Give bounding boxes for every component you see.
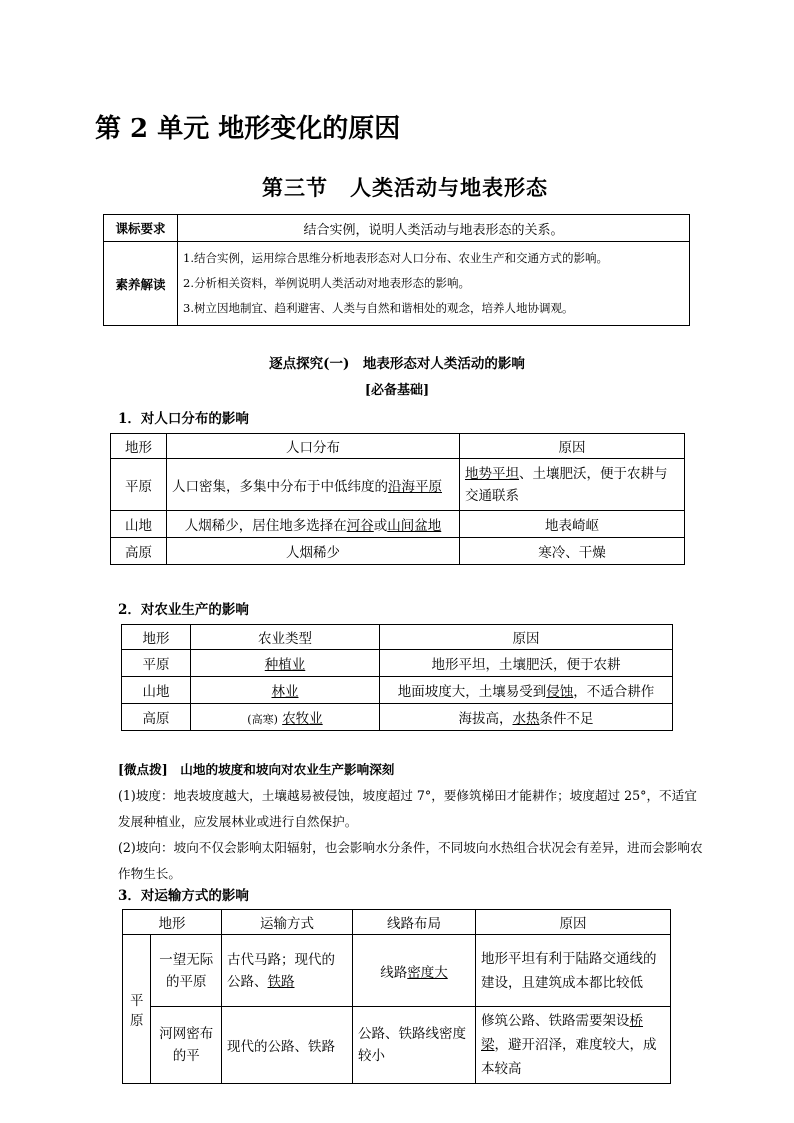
transport-table (122, 909, 671, 1084)
population-table (110, 433, 685, 565)
type-cell: (高寒) 农牧业 (191, 704, 380, 731)
tip-block (118, 757, 708, 887)
tip-paragraph-1: (1)坡度：地表坡度越大，土壤越易被侵蚀，坡度超过 7°，要修筑梯田才能耕作；坡度超过 25°，不适宜发展种植业，应发展林业或进行自然保护。 (118, 788, 697, 829)
standards-label: 课标要求 (104, 215, 178, 242)
reason-cell: 寒冷、干燥 (460, 538, 685, 565)
heading-population: 1．对人口分布的影响 (118, 411, 249, 427)
reason-cell: 地势平坦、土壤肥沃，便于农耕与交通联系 (460, 459, 685, 511)
table-row (123, 935, 671, 1007)
literacy-label: 素养解读 (104, 242, 178, 326)
layout-cell: 线路密度大 (353, 935, 476, 1007)
mode-cell: 现代的公路、铁路 (222, 1007, 353, 1084)
table-row (122, 677, 673, 704)
sub-terrain-cell: 一望无际的平原 (151, 935, 222, 1007)
col-header: 原因 (380, 625, 673, 650)
table-row (123, 1007, 671, 1084)
unit-title: 第 2 单元 地形变化的原因 (95, 114, 401, 144)
terrain-cell: 山地 (111, 511, 167, 538)
tip-title: [微点拨] 山地的坡度和坡向对农业生产影响深刻 (118, 762, 395, 777)
terrain-cell: 平原 (122, 650, 191, 677)
col-header: 运输方式 (222, 910, 353, 935)
layout-cell: 公路、铁路线密度较小 (353, 1007, 476, 1084)
table-row (122, 650, 673, 677)
literacy-line-1: 1.结合实例，运用综合思维分析地表形态对人口分布、农业生产和交通方式的影响。 (183, 251, 608, 265)
distribution-cell: 人口密集，多集中分布于中低纬度的沿海平原 (167, 459, 460, 511)
heading-transport: 3．对运输方式的影响 (118, 888, 249, 904)
col-header: 地形 (122, 625, 191, 650)
col-header: 人口分布 (167, 434, 460, 459)
distribution-cell: 人烟稀少，居住地多选择在河谷或山间盆地 (167, 511, 460, 538)
section-title: 第三节 人类活动与地表形态 (262, 175, 548, 200)
standards-text: 结合实例，说明人类活动与地表形态的关系。 (178, 215, 690, 242)
sub-terrain-cell: 河网密布的平 (151, 1007, 222, 1084)
terrain-cell: 山地 (122, 677, 191, 704)
reason-cell: 地形平坦，土壤肥沃，便于农耕 (380, 650, 673, 677)
agriculture-table (121, 624, 673, 731)
col-header: 地形 (123, 910, 222, 935)
literacy-text (178, 242, 690, 326)
reason-cell: 海拔高，水热条件不足 (380, 704, 673, 731)
literacy-line-2: 2.分析相关资料，举例说明人类活动对地表形态的影响。 (183, 276, 470, 290)
type-cell: 林业 (191, 677, 380, 704)
table-row (111, 538, 685, 565)
probe-title: 逐点探究(一) 地表形态对人类活动的影响 (269, 356, 525, 372)
distribution-cell: 人烟稀少 (167, 538, 460, 565)
reason-cell: 地面坡度大，土壤易受到侵蚀，不适合耕作 (380, 677, 673, 704)
reason-cell: 地表崎岖 (460, 511, 685, 538)
section-tag: [必备基础] (364, 383, 430, 398)
col-header: 原因 (476, 910, 671, 935)
table-row (122, 704, 673, 731)
terrain-cell: 高原 (111, 538, 167, 565)
standards-table (103, 214, 690, 326)
col-header: 原因 (460, 434, 685, 459)
tip-paragraph-2: (2)坡向：坡向不仅会影响太阳辐射，也会影响水分条件，不同坡向水热组合状况会有差异，进而会影响农作物生长。 (118, 840, 703, 881)
heading-agriculture: 2．对农业生产的影响 (118, 602, 249, 618)
col-header: 农业类型 (191, 625, 380, 650)
reason-cell: 修筑公路、铁路需要架设桥梁，避开沼泽，难度较大，成本较高 (476, 1007, 671, 1084)
terrain-cell: 平原 (111, 459, 167, 511)
col-header: 线路布局 (353, 910, 476, 935)
terrain-cell: 高原 (122, 704, 191, 731)
type-cell: 种植业 (191, 650, 380, 677)
col-header: 地形 (111, 434, 167, 459)
group-label-cell: 平原 (123, 935, 151, 1084)
table-row (111, 459, 685, 511)
table-row (111, 511, 685, 538)
literacy-line-3: 3.树立因地制宜、趋利避害、人类与自然和谐相处的观念，培养人地协调观。 (183, 301, 574, 315)
reason-cell: 地形平坦有利于陆路交通线的建设，且建筑成本都比较低 (476, 935, 671, 1007)
mode-cell: 古代马路；现代的公路、铁路 (222, 935, 353, 1007)
